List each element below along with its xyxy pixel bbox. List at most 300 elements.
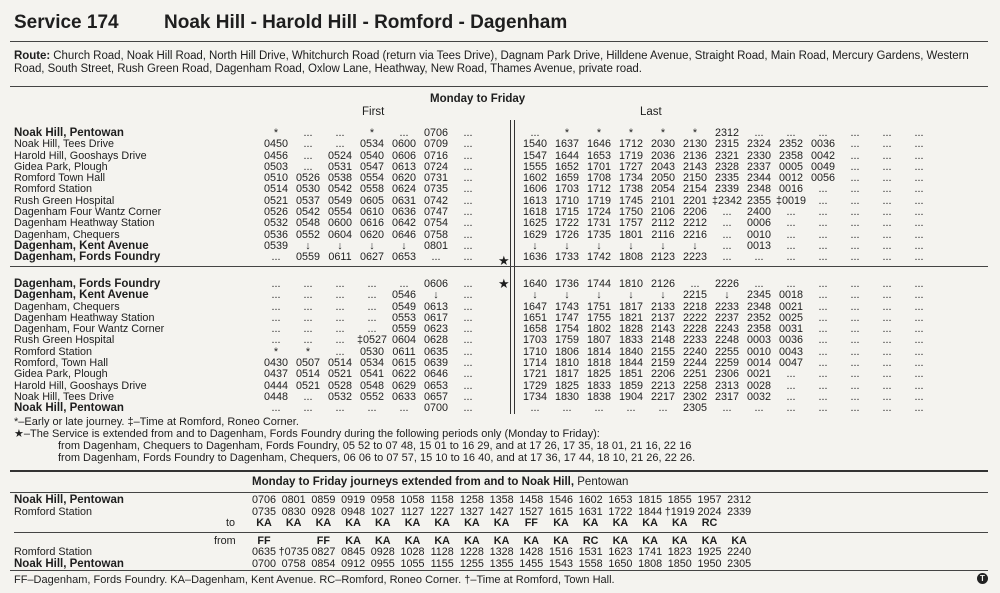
time-cell: ... (818, 183, 828, 196)
time-cell: 1817 (618, 300, 644, 313)
time-cell: ↓ (564, 239, 570, 252)
time-cell: 0031 (778, 323, 804, 336)
time-cell: ... (335, 345, 345, 358)
time-cell: ... (882, 323, 892, 336)
time-cell: ... (850, 194, 860, 207)
extended-rule (10, 492, 988, 493)
time-cell: 1815 (638, 494, 663, 506)
stop-name: Dagenham Four Wantz Corner (14, 206, 162, 219)
first-label: First (362, 106, 385, 118)
extended-caption-stop: Pentowan (577, 476, 629, 488)
time-cell: ... (818, 251, 828, 264)
time-cell: 1615 (548, 505, 574, 518)
time-cell: 1755 (586, 311, 612, 324)
time-cell: 2036 (650, 149, 676, 162)
time-cell: 0430 (263, 357, 289, 370)
time-cell: 0859 (311, 494, 336, 506)
time-cell: 0049 (810, 160, 836, 173)
time-cell: 2116 (651, 228, 675, 241)
time-cell: ... (754, 127, 764, 139)
time-cell: 1652 (554, 160, 580, 173)
time-cell: ... (914, 160, 924, 173)
time-cell: 2312 (714, 127, 740, 139)
time-cell: 0010 (746, 228, 772, 241)
time-cell: 0606 (391, 149, 417, 162)
time-cell: 0541 (359, 368, 385, 381)
time-cell: ↓ (628, 289, 634, 302)
time-cell: 0530 (359, 345, 385, 358)
destination-code: KA (612, 517, 629, 529)
time-cell: 1828 (618, 323, 644, 336)
time-cell: 2237 (714, 311, 740, 324)
time-cell: 0559 (295, 251, 321, 264)
column-divider (510, 120, 511, 414)
time-cell: 1904 (618, 390, 644, 403)
time-cell: 1925 (697, 546, 722, 558)
stop-name: Dagenham, Chequers (14, 300, 120, 313)
time-cell: 1721 (522, 368, 548, 381)
time-cell: ... (722, 228, 732, 241)
time-cell: 0013 (746, 239, 772, 252)
time-cell: ... (914, 334, 924, 347)
time-cell: 2123 (650, 251, 676, 264)
time-cell: ... (882, 402, 892, 415)
time-cell: 1058 (400, 494, 425, 506)
time-cell: ... (850, 206, 860, 219)
time-cell: 1546 (548, 494, 574, 506)
time-cell: 1128 (430, 546, 454, 558)
time-cell: ... (882, 183, 892, 196)
time-cell: 0546 (391, 289, 417, 302)
time-cell: ... (303, 289, 313, 302)
note-extension: ★–The Service is extended from and to Dagenham, Fords Foundry during the following periods only (Monday to Friday): (14, 428, 600, 440)
time-cell: ... (882, 368, 892, 381)
time-cell: 0616 (359, 217, 385, 230)
time-cell: 1703 (554, 183, 580, 196)
time-cell: 0830 (281, 505, 306, 518)
time-cell: 2344 (746, 172, 772, 185)
time-cell: 0056 (810, 172, 836, 185)
stop-name: Romford Station (14, 546, 93, 558)
time-cell: 1844 (618, 357, 644, 370)
time-cell: 1602 (578, 494, 603, 506)
time-cell: 0754 (423, 217, 449, 230)
time-cell: ... (335, 289, 345, 302)
time-cell: 1127 (400, 505, 425, 518)
stop-name: Dagenham, Kent Avenue (14, 289, 149, 302)
time-cell: 1540 (522, 138, 548, 151)
time-cell: 1802 (586, 323, 612, 336)
time-cell: 0620 (359, 228, 385, 241)
time-cell: 2126 (650, 278, 676, 290)
weekday-caption: Monday to Friday (430, 93, 526, 105)
time-cell: ↓ (305, 239, 311, 252)
time-cell: 1719 (618, 149, 644, 162)
time-cell: ... (530, 402, 540, 415)
time-cell: 0700 (251, 557, 277, 570)
time-cell: 0928 (311, 505, 336, 518)
stop-name: Harold Hill, Gooshays Drive (14, 149, 147, 162)
time-cell: 0542 (295, 206, 321, 219)
destination-code: KA (374, 534, 391, 547)
time-cell: 1818 (586, 357, 612, 370)
time-cell: 2305 (682, 402, 708, 415)
time-cell: 0629 (391, 379, 417, 392)
time-cell: ... (722, 402, 732, 415)
time-cell: ... (818, 402, 828, 415)
time-cell: ... (335, 278, 345, 290)
time-cell: 2217 (650, 390, 676, 403)
time-cell: 0657 (423, 390, 449, 403)
time-cell: ... (658, 402, 668, 415)
time-cell: ... (271, 251, 281, 264)
time-cell: 0042 (810, 149, 836, 162)
time-cell: ... (882, 390, 892, 403)
time-cell: * (692, 127, 698, 139)
time-cell: ... (818, 217, 828, 230)
time-cell: 2233 (714, 300, 740, 313)
time-cell: ↓ (564, 289, 570, 302)
time-cell: 0624 (391, 183, 417, 196)
time-cell: 1618 (522, 206, 548, 219)
time-cell: 0653 (423, 379, 449, 392)
time-cell: 2243 (714, 323, 740, 336)
destination-code: KA (493, 534, 510, 547)
time-cell: 2148 (650, 334, 676, 347)
time-cell: 2106 (650, 206, 676, 219)
time-cell: 0510 (263, 172, 289, 185)
time-cell: ... (367, 278, 377, 290)
time-cell: 1729 (522, 379, 548, 392)
time-cell: ... (463, 160, 473, 173)
star-symbol-in: ★ (498, 276, 510, 291)
time-cell: ... (850, 357, 860, 370)
time-cell: 2101 (650, 194, 676, 207)
time-cell: ... (882, 217, 892, 230)
time-cell: ... (335, 300, 345, 313)
time-cell: ↓ (724, 289, 730, 302)
time-cell: 0801 (281, 494, 306, 506)
route-rule (10, 86, 988, 87)
time-cell: 2358 (746, 323, 772, 336)
destination-code: KA (671, 517, 688, 529)
time-cell: 2030 (650, 138, 676, 151)
time-cell: ... (914, 239, 924, 252)
time-cell: ‡0019 (775, 194, 807, 207)
time-cell: ... (818, 300, 828, 313)
code-row (14, 518, 988, 530)
time-cell: 2352 (746, 311, 772, 324)
time-cell: 0549 (327, 194, 353, 207)
time-cell: ... (850, 402, 860, 415)
time-cell: 2222 (682, 311, 708, 324)
destination-code: KA (434, 517, 450, 529)
time-cell: 0948 (341, 505, 366, 518)
time-cell: ... (271, 334, 281, 347)
stop-name: Noak Hill, Tees Drive (14, 138, 115, 151)
time-cell: 2348 (746, 300, 772, 313)
time-cell: 2159 (650, 357, 676, 370)
time-cell: ... (914, 138, 924, 151)
stop-name: Noak Hill, Pentowan (14, 494, 124, 506)
time-cell: 0554 (359, 172, 385, 185)
time-cell: 0028 (746, 379, 772, 392)
time-cell: 0532 (263, 217, 289, 230)
time-cell: ... (850, 334, 860, 347)
time-cell: 0514 (263, 183, 289, 196)
time-cell: 2054 (650, 183, 676, 196)
operator-logo: T (977, 573, 988, 584)
time-cell: 2233 (682, 334, 708, 347)
time-cell: ... (882, 251, 892, 264)
time-cell: 1602 (522, 172, 548, 185)
time-cell: ... (367, 300, 377, 313)
time-cell: ... (850, 379, 860, 392)
time-cell: ... (882, 345, 892, 358)
time-cell: ... (850, 239, 860, 252)
time-cell: ... (786, 402, 796, 415)
time-cell: 0700 (423, 402, 449, 415)
time-cell: ... (754, 251, 764, 264)
destination-code: KA (612, 534, 629, 547)
time-cell: 1558 (578, 557, 603, 570)
time-cell: ... (850, 368, 860, 381)
time-cell: 0611 (328, 251, 352, 264)
time-cell: 0742 (423, 194, 449, 207)
time-cell: 2313 (714, 379, 740, 392)
destination-code: KA (256, 517, 272, 529)
code-row-label: from (214, 534, 236, 547)
stop-name: Noak Hill, Pentowan (14, 402, 124, 415)
time-cell: 1712 (586, 183, 612, 196)
time-cell: 0526 (263, 206, 289, 219)
time-cell: 1625 (522, 217, 548, 230)
time-cell: ... (463, 206, 473, 219)
time-cell: 0521 (295, 379, 321, 392)
section-rule (10, 470, 988, 472)
time-cell: 0605 (359, 194, 385, 207)
time-cell: 1653 (586, 149, 612, 162)
time-cell: 1623 (608, 546, 633, 558)
time-cell: 0706 (251, 494, 277, 506)
time-cell: ... (882, 138, 892, 151)
time-cell: 2251 (682, 368, 708, 381)
time-cell: ... (914, 149, 924, 162)
time-cell: 2201 (682, 194, 708, 207)
time-cell: ... (914, 251, 924, 264)
time-cell: 0514 (295, 368, 321, 381)
last-label: Last (640, 106, 662, 118)
code-row-label: to (226, 517, 236, 529)
stop-name: Romford Station (14, 505, 93, 518)
time-cell: 1825 (586, 368, 612, 381)
destination-code: KA (553, 517, 569, 529)
time-cell: 0514 (327, 357, 353, 370)
stop-name: Dagenham, Chequers (14, 228, 120, 241)
destination-code: KA (523, 534, 540, 547)
time-cell: 2206 (682, 206, 708, 219)
time-cell: 2312 (727, 494, 752, 506)
destination-code: KA (464, 534, 480, 547)
time-cell: 0448 (263, 390, 289, 403)
column-divider-2 (514, 120, 515, 414)
time-cell: 0534 (359, 357, 385, 370)
time-cell: 0928 (370, 546, 395, 558)
stop-name: Romford Station (14, 183, 93, 196)
time-cell: 1727 (618, 160, 644, 173)
note-early-late: *–Early or late journey. ‡–Time at Romford, Roneo Corner. (14, 416, 299, 428)
time-cell: ↓ (532, 289, 538, 302)
time-cell: ‡0527 (356, 334, 388, 347)
time-cell: 0521 (263, 194, 289, 207)
time-cell: 2328 (714, 160, 740, 173)
time-cell: ... (882, 300, 892, 313)
time-cell: 1355 (489, 557, 514, 570)
time-cell: ... (431, 251, 441, 264)
time-cell: †1919 (664, 505, 695, 518)
time-cell: ... (882, 278, 892, 290)
time-cell: 0528 (327, 379, 353, 392)
time-cell: 1547 (522, 149, 548, 162)
time-cell: 1658 (522, 323, 548, 336)
time-cell: 1838 (586, 390, 612, 403)
time-cell: ↓ (628, 239, 634, 252)
time-cell: ... (818, 379, 828, 392)
time-cell: 1844 (638, 505, 663, 518)
stop-name: Romford Station (14, 345, 93, 358)
time-cell: ... (786, 390, 796, 403)
time-cell: 1745 (618, 194, 644, 207)
time-cell: 1814 (586, 345, 612, 358)
time-cell: 0539 (263, 239, 289, 252)
time-cell: ... (818, 206, 828, 219)
time-cell: ... (786, 251, 796, 264)
time-cell: ... (303, 323, 313, 336)
time-cell: ... (882, 289, 892, 302)
time-cell: 2216 (682, 228, 708, 241)
time-cell: ... (367, 311, 377, 324)
time-cell: ↓ (692, 239, 698, 252)
time-cell: 1258 (459, 494, 484, 506)
time-cell: 1731 (586, 217, 612, 230)
time-cell: ... (882, 311, 892, 324)
time-cell: ... (303, 300, 313, 313)
time-cell: ... (882, 379, 892, 392)
time-cell: ... (335, 138, 345, 151)
star-symbol-out: ★ (498, 253, 510, 268)
time-cell: ... (722, 251, 732, 264)
time-cell: ... (463, 379, 473, 392)
time-cell: 1742 (586, 251, 612, 264)
time-cell: 1531 (578, 546, 603, 558)
time-cell: * (369, 127, 375, 139)
time-cell: ... (914, 289, 924, 302)
stop-name: Rush Green Hospital (14, 194, 115, 207)
time-cell: 2305 (727, 557, 752, 570)
time-cell: ... (850, 228, 860, 241)
time-cell: 1158 (430, 494, 454, 506)
time-cell: 1722 (608, 505, 633, 518)
time-cell: 1736 (554, 278, 580, 290)
time-cell: 1722 (554, 217, 580, 230)
time-cell: ... (786, 228, 796, 241)
time-cell: 1708 (586, 172, 612, 185)
time-cell: 0553 (391, 311, 417, 324)
destination-code: KA (374, 517, 391, 529)
time-cell: 0620 (391, 172, 417, 185)
time-cell: 2024 (697, 505, 722, 518)
time-cell: ↓ (596, 289, 602, 302)
time-cell: 1714 (522, 357, 548, 370)
time-cell: ... (882, 194, 892, 207)
time-cell: 1726 (554, 228, 580, 241)
service-number: Service 174 (14, 12, 119, 33)
time-cell: ... (914, 194, 924, 207)
page-header (14, 6, 986, 40)
time-cell: 2352 (778, 138, 804, 151)
time-cell: ... (463, 289, 473, 302)
time-cell: 2400 (746, 206, 772, 219)
time-cell: * (628, 127, 634, 139)
time-cell: ... (882, 127, 892, 139)
time-cell: ... (271, 311, 281, 324)
time-cell: 1606 (522, 183, 548, 196)
time-cell: * (596, 127, 602, 139)
time-cell: 0635 (423, 345, 449, 358)
time-cell: ... (463, 345, 473, 358)
time-cell: ... (914, 323, 924, 336)
time-cell: 2136 (682, 149, 708, 162)
destination-code: KA (642, 517, 658, 529)
destination-code: RC (582, 534, 599, 547)
time-cell: ... (690, 278, 700, 290)
time-cell: 1833 (586, 379, 612, 392)
time-cell: 0646 (423, 368, 449, 381)
time-cell: 1428 (519, 546, 544, 558)
time-cell: 1653 (608, 494, 633, 506)
time-cell: 0613 (391, 160, 417, 173)
time-cell: ... (463, 323, 473, 336)
time-cell: ... (271, 323, 281, 336)
extended-timetable (14, 495, 988, 570)
time-cell: ... (882, 357, 892, 370)
time-cell: 2226 (714, 278, 740, 290)
time-cell: ... (914, 278, 924, 290)
time-cell: 0025 (778, 311, 804, 324)
time-cell: 2324 (746, 138, 772, 151)
time-cell: 2212 (682, 217, 708, 230)
time-cell: 0016 (778, 183, 804, 196)
time-cell: 1555 (522, 160, 548, 173)
time-cell: ... (850, 289, 860, 302)
time-cell: ... (722, 206, 732, 219)
time-cell: 1527 (519, 505, 544, 518)
time-cell: 0043 (778, 345, 804, 358)
time-cell: 0010 (746, 345, 772, 358)
time-cell: 0642 (391, 217, 417, 230)
time-cell: ... (786, 217, 796, 230)
time-cell: ... (914, 402, 924, 415)
time-cell: 0526 (295, 172, 321, 185)
time-cell: 1719 (586, 194, 612, 207)
destination-code: FF (524, 517, 538, 529)
time-cell: 0955 (370, 557, 395, 570)
time-cell: 0538 (327, 172, 353, 185)
time-cell: ... (850, 138, 860, 151)
time-cell: ... (882, 206, 892, 219)
time-cell: ... (754, 402, 764, 415)
time-cell: ‡2342 (711, 194, 743, 207)
